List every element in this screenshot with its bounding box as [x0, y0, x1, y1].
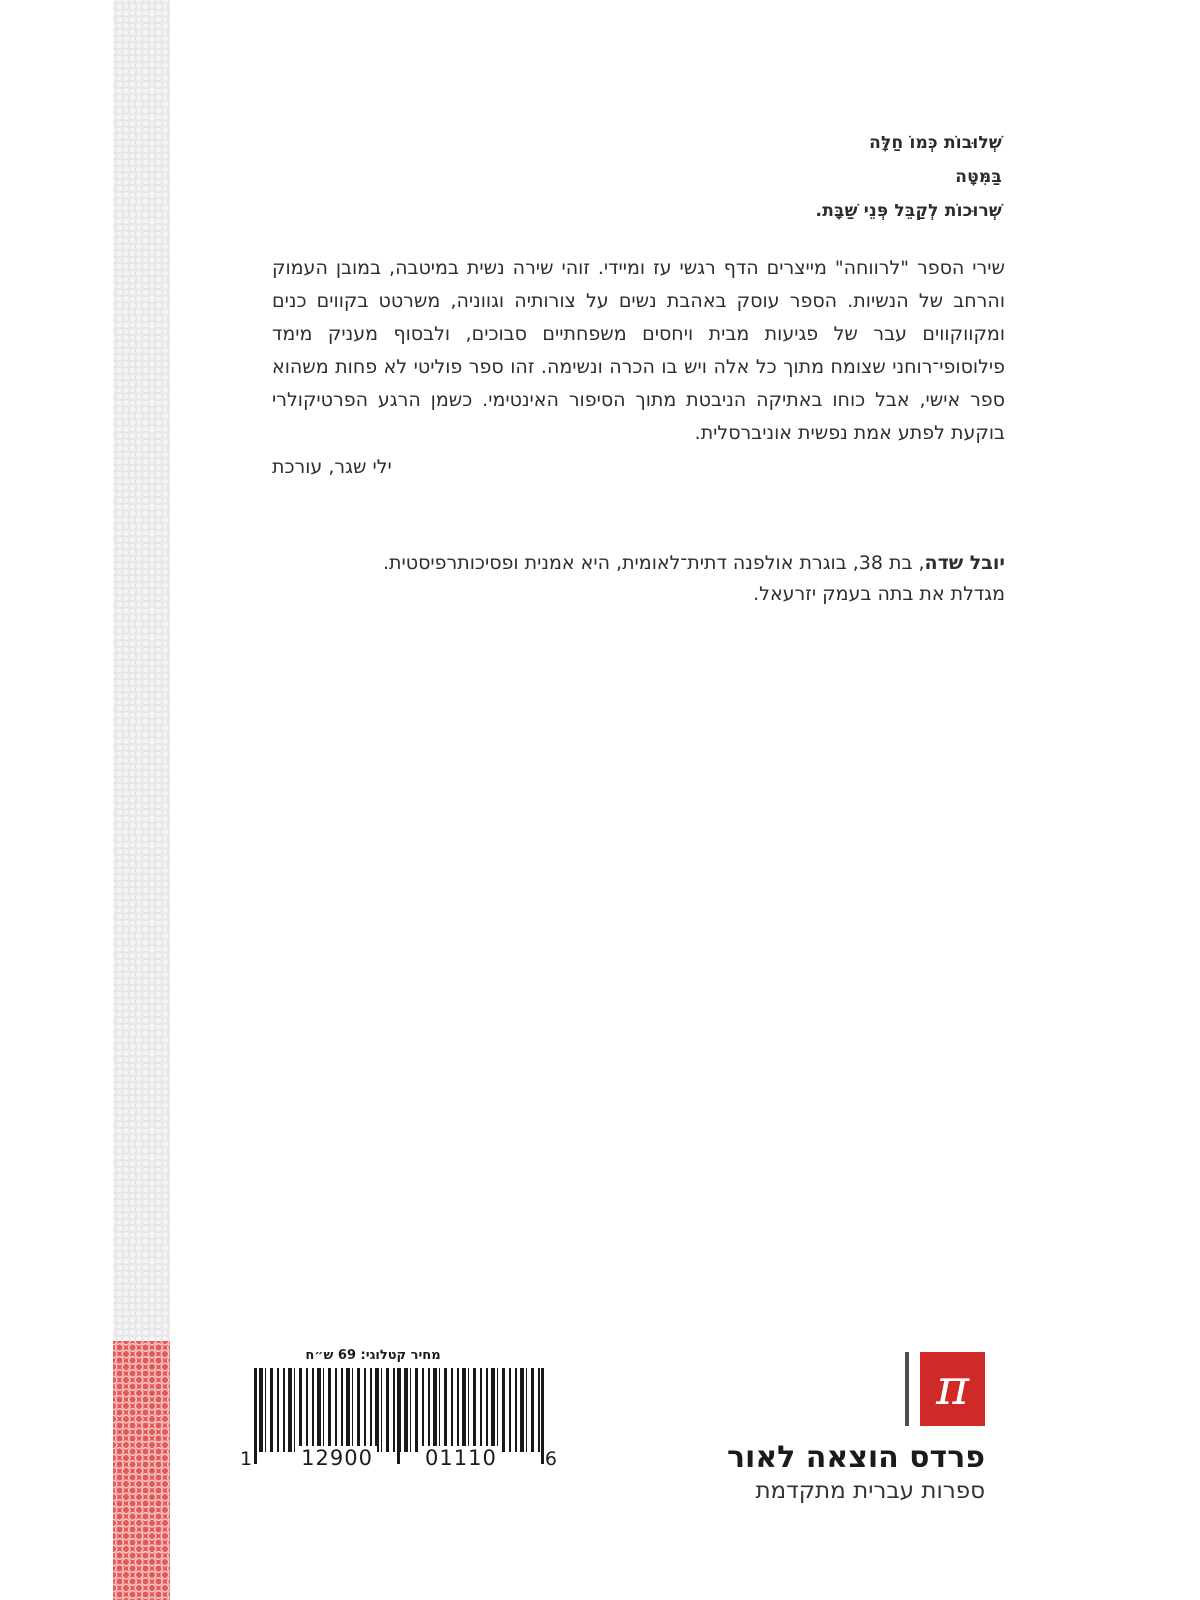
barcode-bars-row — [240, 1368, 558, 1468]
author-bio-details: , בת 38, בוגרת אולפנה דתית־לאומית, היא אמנית ופסיכותרפיסטית. — [383, 552, 925, 574]
author-bio-line2: מגדלת את בתה בעמק יזרעאל. — [753, 583, 1005, 605]
back-cover-blurb — [272, 252, 1005, 484]
publisher-name: פרדס הוצאה לאור — [726, 1440, 985, 1475]
price-label: מחיר קטלוגי: 69 ש״ח — [305, 1348, 441, 1363]
spine-pattern-gray — [113, 0, 170, 1341]
blurb-text: שירי הספר "לרווחה" מייצרים הדף רגשי עז ומיידי. זוהי שירה נשית במיטבה, במובן העמוק והרחב של הנשיות. הספר עוסק באהבת נשים על צורותיה וגווניה, משרטט בקווים כנים ומקווקווים עבר של פגיעות מבית ויחסים משפחתיים סבוכים, ולבסוף מעניק מימד פילוסופי־רוחני שצומח מתוך כל אלה ויש בו הכרה ונשימה. זהו ספר פוליטי לא פחות משהוא ספר אישי, אבל כוחו באתיקה הניבטת מתוך הסיפור האינטימי. כשמן הרגע הפרטיקולרי בוקעת לפתע אמת נפשית אוניברסלית. — [272, 257, 1005, 444]
barcode-digit-group-left: 12900 — [297, 1446, 377, 1470]
barcode-digit-group-right: 01110 — [421, 1446, 501, 1470]
publisher-logo — [905, 1352, 985, 1426]
author-bio — [272, 548, 1005, 610]
author-name: יובל שדה — [924, 552, 1005, 574]
barcode-digit-suffix: 6 — [544, 1448, 558, 1470]
logo-divider-bar — [905, 1352, 909, 1426]
barcode — [240, 1348, 558, 1468]
poem-line: שְׁרוּכוֹת לְקַבֵּל פְּנֵי שַׁבָּת. — [815, 201, 1002, 221]
barcode-digits — [240, 1446, 558, 1470]
pi-icon: π — [936, 1358, 969, 1416]
spine-pattern — [113, 0, 170, 1600]
poem-line: שְׁלוּבוֹת כְּמוֹ חַלָּה — [869, 133, 1002, 153]
author-bio-line1 — [272, 548, 1005, 579]
publisher-logo-square — [920, 1352, 985, 1426]
publisher-tagline: ספרות עברית מתקדמת — [755, 1477, 985, 1504]
poem-line: בַּמִּטָּה — [955, 167, 1002, 187]
editor-attribution: ילי שגר, עורכת — [272, 456, 392, 478]
spine-pattern-red — [113, 1341, 170, 1600]
barcode-digit-prefix: 1 — [240, 1448, 254, 1470]
poem-excerpt — [816, 126, 1002, 228]
publisher-block — [727, 1352, 985, 1503]
